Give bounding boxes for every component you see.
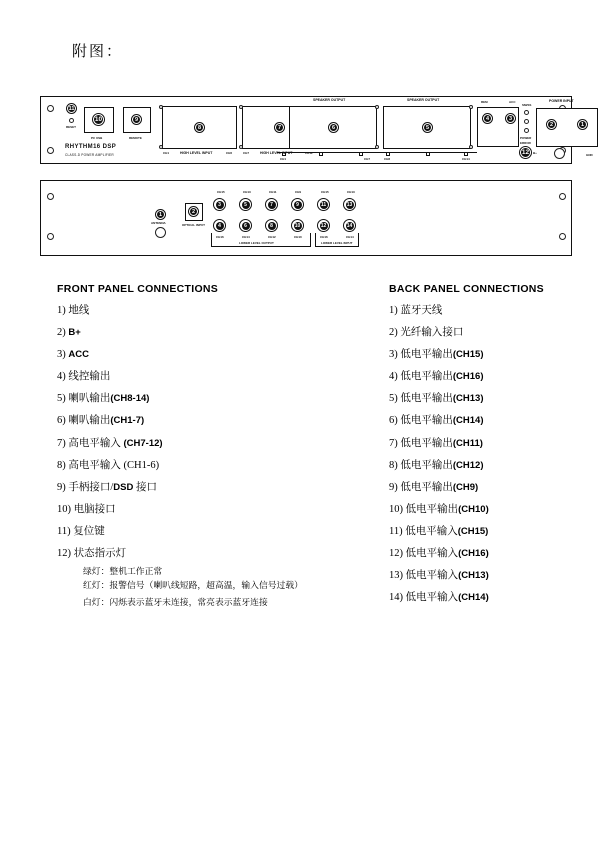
item-number: 10) — [389, 503, 403, 515]
item-number: 1) — [57, 305, 66, 316]
item-text-en: (CH7-12) — [123, 437, 163, 449]
rca-top-channel-label: CH13 — [347, 190, 355, 194]
item-number: 9) — [57, 481, 66, 493]
list-item — [389, 328, 579, 339]
rca-connector-11 — [317, 198, 330, 211]
item-text-en: (CH12) — [452, 459, 484, 471]
list-item — [57, 527, 357, 538]
item-number: 12) — [57, 548, 71, 560]
label-speaker-output-2: SPEAKER OUTPUT — [407, 98, 440, 102]
item-text-cn: 低电平输出 — [400, 349, 453, 361]
callout-2: 2 — [547, 120, 556, 129]
rca-bottom-channel-label: CH10 — [294, 235, 302, 239]
label-optical-input: OPTICAL INPUT — [182, 223, 205, 227]
terminal-strip-1 — [277, 152, 381, 153]
screw-icon — [559, 193, 566, 200]
screw-icon — [559, 233, 566, 240]
label-spk-ch1: CH1 — [280, 157, 287, 161]
screw-icon — [375, 145, 379, 149]
item-number: 4) — [389, 371, 398, 383]
item-text-cn: 电脑接口 — [73, 503, 116, 515]
callout-14: 14 — [346, 222, 353, 229]
item-text-en: (CH10) — [458, 503, 489, 515]
item-text-en: (CH15) — [457, 525, 489, 537]
item-text-cn: 低电平输出 — [400, 393, 453, 405]
screw-icon — [469, 105, 473, 109]
item-text-cn: 喇叭输出 — [68, 415, 111, 427]
rem-acc-block — [477, 107, 519, 147]
rca-connector-4 — [213, 219, 226, 232]
item-number: 6) — [389, 415, 398, 427]
screw-icon — [159, 105, 163, 109]
item-number: 5) — [389, 393, 398, 405]
list-item — [57, 505, 357, 516]
rca-top-channel-label: CH15 — [321, 190, 329, 194]
label-remote: REMOTE — [129, 136, 142, 140]
label-power-input: POWER INPUT — [549, 99, 574, 103]
rca-bottom-channel-label: CH16 — [320, 235, 328, 239]
reset-button-icon — [69, 118, 74, 123]
list-item — [57, 394, 357, 405]
list-item — [57, 461, 357, 472]
list-item — [389, 461, 579, 472]
item-number: 9) — [389, 481, 398, 493]
callout-8: 8 — [195, 123, 204, 132]
callout-7: 7 — [275, 123, 284, 132]
label-power: POWER — [520, 136, 532, 140]
label-lower-level-output: LOWER LEVEL OUTPUT — [239, 241, 274, 245]
rca-connector-8 — [265, 219, 278, 232]
callout-6: 6 — [242, 222, 250, 230]
callout-3: 3 — [216, 201, 224, 209]
terminal-tick — [359, 152, 363, 156]
item-text-cn-tail: 接口 — [135, 481, 157, 493]
label-reset: RESET — [66, 125, 77, 129]
item-text-en: B+ — [68, 327, 81, 339]
callout-1: 1 — [578, 120, 587, 129]
item-text-cn: 低电平输出 — [400, 481, 453, 493]
item-text-en: (CH15) — [452, 349, 484, 361]
item-text-cn: 喇叭输出 — [68, 393, 111, 405]
label-speaker-output-1: SPEAKER OUTPUT — [313, 98, 346, 102]
list-item — [57, 372, 357, 383]
item-number: 5) — [57, 393, 66, 405]
rca-bottom-channel-label: CH14 — [242, 235, 250, 239]
item-number: 2) — [57, 327, 66, 339]
list-item — [389, 483, 579, 494]
status-note-green: 绿灯：整机工作正常 — [83, 565, 163, 576]
item-text-en: (CH14) — [458, 592, 489, 604]
label-high-level-input-2: HIGH LEVEL INPUT — [260, 151, 293, 155]
item-number: 4) — [57, 371, 66, 383]
item-text-cn: 低电平输入 — [405, 525, 458, 537]
item-text-cn: 高电平输入 — [68, 437, 121, 449]
screw-icon — [47, 193, 54, 200]
status-note-red: 红灯：报警信号（喇叭线短路，超高温，输入信号过载） — [83, 580, 303, 591]
callout-7: 7 — [268, 201, 276, 209]
item-number: 7) — [57, 437, 66, 449]
label-rem: REM — [481, 100, 488, 104]
label-ch6: CH6 — [226, 151, 233, 155]
callout-5: 5 — [423, 123, 432, 132]
item-number: 11) — [389, 525, 403, 537]
led-indicator-sm-ss — [524, 110, 529, 115]
item-text-cn: 低电平输出 — [405, 503, 459, 515]
rca-connector-10 — [291, 219, 304, 232]
callout-13: 13 — [346, 201, 353, 208]
callout-9: 9 — [132, 115, 141, 124]
brand-subtitle: CLASS-D POWER AMPLIFIER — [65, 153, 114, 157]
callout-2: 2 — [189, 207, 198, 216]
item-text-cn: 手柄接口/ — [68, 481, 114, 493]
item-number: 8) — [389, 459, 398, 471]
screw-icon — [469, 145, 473, 149]
item-number: 13) — [389, 570, 403, 582]
callout-10: 10 — [94, 116, 103, 123]
list-item — [389, 439, 579, 450]
rca-connector-12 — [317, 219, 330, 232]
item-text-cn: 线控输出 — [68, 371, 111, 383]
list-item — [389, 571, 579, 582]
item-text-cn: 低电平输出 — [400, 459, 453, 471]
item-text-cn: 状态指示灯 — [73, 548, 127, 560]
label-spk-ch14: CH14 — [462, 157, 470, 161]
terminal-tick — [282, 152, 286, 156]
item-text-en: (CH8-14) — [110, 393, 150, 405]
back-panel-connections-list — [389, 283, 579, 615]
front-panel-connections-list — [57, 283, 357, 613]
list-item — [389, 549, 579, 560]
list-item — [389, 593, 579, 604]
item-text-en: (CH11) — [452, 437, 483, 449]
callout-6: 6 — [329, 123, 338, 132]
label-sm-ss: SM/SS — [522, 103, 532, 107]
item-text-en: (CH1-7) — [110, 415, 145, 427]
rca-connector-13 — [343, 198, 356, 211]
brand-name: RHYTHM16 DSP — [65, 144, 117, 150]
back-panel-diagram — [40, 180, 572, 256]
item-number: 11) — [57, 525, 71, 537]
item-number: 3) — [389, 349, 398, 361]
list-item — [389, 372, 579, 383]
rca-top-channel-label: CH9 — [295, 190, 302, 194]
label-acc: ACC — [509, 100, 516, 104]
screw-icon — [159, 145, 163, 149]
item-number: 14) — [389, 592, 403, 604]
item-text-cn: 低电平输出 — [400, 371, 453, 383]
item-text-cn: 光纤输入接口 — [400, 327, 464, 339]
led-indicator-power — [524, 128, 529, 133]
rca-top-channel-label: CH13 — [243, 190, 251, 194]
list-item — [389, 416, 579, 427]
item-text-en: (CH14) — [452, 415, 484, 427]
item-text-cn: 低电平输入 — [405, 570, 459, 582]
rca-bottom-channel-label: CH12 — [268, 235, 276, 239]
item-number: 1) — [389, 305, 398, 316]
rca-connector-9 — [291, 198, 304, 211]
page-title: 附图： — [72, 44, 124, 60]
list-item — [57, 328, 357, 339]
list-item — [389, 527, 579, 538]
rca-connector-5 — [239, 198, 252, 211]
list-item — [389, 394, 579, 405]
label-high-level-input-1: HIGH LEVEL INPUT — [180, 151, 213, 155]
item-text-en: (CH1-6) — [123, 459, 160, 471]
item-text-cn: 蓝牙天线 — [400, 305, 443, 316]
list-item — [389, 306, 579, 317]
list-item — [57, 483, 357, 494]
label-error: ERROR — [520, 141, 531, 145]
callout-10: 10 — [294, 222, 301, 229]
callout-3: 3 — [506, 114, 515, 123]
item-text-en: (CH16) — [458, 548, 489, 560]
item-text-en: (CH13) — [452, 393, 484, 405]
list-item — [57, 350, 357, 361]
item-number: 2) — [389, 327, 398, 339]
screw-icon — [47, 147, 54, 154]
label-antenna: ANTENNA — [151, 221, 166, 225]
item-text-en: ACC — [68, 349, 89, 361]
callout-12: 12 — [320, 222, 327, 229]
screw-icon — [47, 233, 54, 240]
terminal-tick — [464, 152, 468, 156]
back-panel-connections-heading: BACK PANEL CONNECTIONS — [389, 283, 544, 295]
list-item — [57, 439, 357, 450]
rca-connector-6 — [239, 219, 252, 232]
item-text-cn: 高电平输入 — [68, 459, 121, 471]
terminal-tick — [386, 152, 390, 156]
rca-bottom-channel-label: CH14 — [346, 235, 354, 239]
front-panel-connections-heading: FRONT PANEL CONNECTIONS — [57, 283, 219, 295]
list-item — [57, 416, 357, 427]
label-ch1: CH1 — [163, 151, 170, 155]
rca-connector-14 — [343, 219, 356, 232]
item-text-en: (CH13) — [458, 570, 489, 582]
list-item — [57, 549, 357, 560]
label-b-plus: B+ — [533, 151, 537, 155]
rca-connector-3 — [213, 198, 226, 211]
list-item — [389, 350, 579, 361]
ground-terminal — [554, 148, 565, 159]
item-number: 10) — [57, 503, 71, 515]
callout-8: 8 — [268, 222, 276, 230]
rca-top-channel-label: CH11 — [269, 190, 277, 194]
item-text-cn: 地线 — [68, 305, 90, 316]
item-text-cn: 复位键 — [73, 525, 105, 537]
led-indicator-mid — [524, 119, 529, 124]
terminal-tick — [426, 152, 430, 156]
terminal-tick — [319, 152, 323, 156]
item-number: 8) — [57, 459, 66, 471]
item-text-en: (CH9) — [452, 481, 479, 493]
item-text-en: (CH16) — [452, 371, 484, 383]
item-number: 7) — [389, 437, 398, 449]
label-spk-ch7: CH7 — [364, 157, 371, 161]
item-text-cn: 低电平输出 — [400, 415, 453, 427]
list-item — [57, 306, 357, 317]
label-lower-level-input: LOWER LEVEL INPUT — [321, 241, 353, 245]
item-text-cn: 低电平输入 — [405, 592, 459, 604]
list-item — [389, 505, 579, 516]
rca-connector-7 — [265, 198, 278, 211]
item-text-cn: 低电平输入 — [405, 548, 459, 560]
item-text-cn: 低电平输出 — [400, 437, 453, 449]
label-pc-usb: PC USB — [91, 136, 103, 140]
item-number: 3) — [57, 349, 66, 361]
rca-top-channel-label: CH15 — [217, 190, 225, 194]
callout-4: 4 — [483, 114, 492, 123]
rca-bottom-channel-label: CH16 — [216, 235, 224, 239]
power-input-block — [536, 108, 598, 147]
screw-icon — [375, 105, 379, 109]
callout-11: 11 — [320, 201, 327, 208]
item-number: 6) — [57, 415, 66, 427]
screw-icon — [47, 105, 54, 112]
callout-4: 4 — [216, 222, 224, 230]
callout-5: 5 — [242, 201, 250, 209]
label-spk-ch8: CH8 — [384, 157, 391, 161]
callout-11: 11 — [68, 106, 75, 112]
label-gnd: GND — [586, 153, 593, 157]
status-note-white: 白灯：闪烁表示蓝牙未连接，常亮表示蓝牙连接 — [83, 597, 268, 608]
screw-icon — [239, 145, 243, 149]
antenna-connector — [155, 227, 166, 238]
label-ch7: CH7 — [243, 151, 250, 155]
item-text-en: DSD — [113, 481, 134, 493]
item-number: 12) — [389, 548, 403, 560]
label-ch12: CH12 — [305, 151, 313, 155]
callout-1: 1 — [156, 210, 165, 219]
callout-12: 12 — [521, 149, 530, 156]
screw-icon — [239, 105, 243, 109]
front-panel-diagram — [40, 96, 593, 164]
callout-9: 9 — [294, 201, 302, 209]
